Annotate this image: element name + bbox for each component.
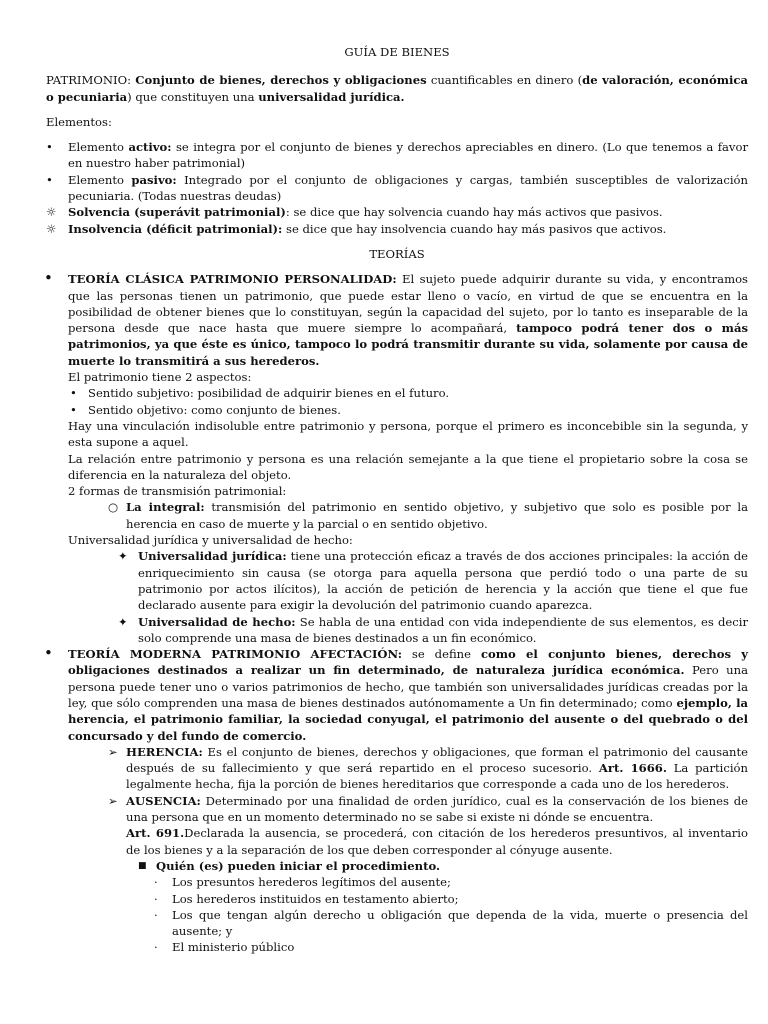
list-item: [106, 499, 748, 532]
teoria-moderna: [46, 646, 748, 956]
bullet-icon: •: [46, 140, 53, 155]
teoria-clasica-bold: tampoco podrá tener dos o más patrimonios, ya que éste es único, tampoco lo podrá transmitir durante su vida, solamente por causa de muerte lo transmitirá a sus herederos.: [68, 321, 748, 368]
list-item: [68, 402, 748, 418]
list-item: [46, 139, 748, 172]
patrimonio-definition: [46, 72, 748, 105]
ausencia-item: [106, 793, 748, 858]
list-item: [152, 939, 748, 955]
item-term: activo:: [128, 140, 172, 155]
document-title: GUÍA DE BIENES: [344, 45, 450, 59]
item-text: Determinado por una finalidad de orden jurídico, cual es la conservación de los bienes de una persona que en un momento determinado no se sabe si existe ni dónde se encuentra.: [126, 793, 748, 825]
teorias-heading: TEORÍAS: [369, 246, 425, 261]
universalidad-list: [116, 548, 748, 646]
moderna-list: [106, 744, 748, 858]
teoria-clasica-title: TEORÍA CLÁSICA PATRIMONIO PERSONALIDAD:: [68, 272, 397, 287]
quien-list: [136, 858, 748, 874]
item-term: pasivo:: [131, 172, 177, 187]
teoria-clasica-text: El sujeto puede adquirir durante su vida, y encontramos que las personas tienen un patrimonio, que puede estar lleno o vacío, en virtud de que se encuentra en la posibilidad de obtener bienes que lo constituyan, según la capacidad del sujeto, por lo tanto es inseparable de la persona desde que nace hasta que muere siempre lo acompañará,: [68, 272, 748, 336]
patrimonio-text-2: cuantificables en dinero (: [426, 73, 583, 88]
item-text: Integrado por el conjunto de obligaciones y cargas, también susceptibles de valorización pecuniaria. (Todas nuestras deudas): [68, 172, 748, 204]
item-text: El ministerio público: [172, 940, 295, 955]
teoria-moderna-intro: [68, 646, 748, 744]
diamond-icon: ✦: [118, 614, 128, 629]
list-item: [152, 874, 748, 890]
item-term: Solvencia (superávit patrimonial): [68, 205, 286, 220]
item-text: transmisión del patrimonio en sentido objetivo, y subjetivo que solo es posible por la herencia en caso de muerte y la parcial o en sentido objetivo.: [126, 500, 748, 531]
dot-icon: ·: [154, 907, 158, 922]
item-text: tiene una protección eficaz a través de dos acciones principales: la acción de enriquecimiento sin causa (se otorga para aquella persona que perdió todo o una parte de su patrimonio por actos ilícitos), la acción de petición de herencia y la acción que tiene el que fue declarado ausente para exigir la devolución del patrimonio cuando aparezca.: [138, 549, 748, 613]
list-item: [152, 907, 748, 940]
teorias-list: [46, 271, 748, 955]
item-text: Es el conjunto de bienes, derechos y obligaciones, que forman el patrimonio del causante después de su fallecimiento y que será repartido en el proceso sucesorio.: [126, 744, 748, 776]
item-text: Los presuntos herederos legítimos del ausente;: [172, 875, 451, 890]
patrimonio-bold-1: Conjunto de bienes, derechos y obligaciones: [135, 73, 427, 88]
herencia-item: [106, 744, 748, 793]
item-term: Insolvencia (déficit patrimonial):: [68, 221, 283, 236]
dot-icon: ·: [154, 940, 158, 955]
item-text: se integra por el conjunto de bienes y derechos apreciables en dinero. (Lo que tenemos a favor en nuestro haber patrimonial): [68, 140, 748, 171]
aspectos-list: [68, 385, 748, 418]
article-ref: Art. 1666.: [598, 761, 667, 776]
formas-label: 2 formas de transmisión patrimonial:: [68, 484, 287, 499]
bullet-icon: •: [70, 386, 77, 401]
diamond-icon: ✦: [118, 549, 128, 564]
quien-sublist: [152, 874, 748, 955]
item-term: AUSENCIA:: [126, 793, 201, 808]
elementos-label: Elementos:: [46, 114, 112, 129]
universalidad-label: Universalidad jurídica y universalidad de hecho:: [68, 533, 353, 548]
relacion-paragraph: La relación entre patrimonio y persona es una relación semejante a la que tiene el propietario sobre la cosa se diferencia en la naturaleza del objeto.: [68, 451, 748, 482]
item-term: Quién (es) pueden iniciar el procedimiento.: [156, 858, 441, 873]
art-691-paragraph: [126, 825, 748, 858]
item-term: La integral:: [126, 500, 205, 515]
list-item: [116, 614, 748, 647]
list-item: [46, 204, 748, 220]
list-item: [46, 221, 748, 237]
sun-icon: ☼: [46, 221, 57, 236]
patrimonio-text-3: ) que constituyen una: [127, 89, 259, 104]
article-ref: Art. 691.: [126, 826, 185, 841]
patrimonio-bold-3: universalidad jurídica.: [258, 89, 405, 104]
teoria-moderna-title: TEORÍA MODERNA PATRIMONIO AFECTACIÓN:: [68, 647, 402, 662]
item-text: Los herederos instituidos en testamento abierto;: [172, 891, 459, 906]
item-text: Sentido objetivo: como conjunto de bienes.: [88, 402, 341, 417]
bullet-icon: •: [44, 269, 53, 288]
item-text: se dice que hay insolvencia cuando hay más pasivos que activos.: [282, 221, 667, 236]
item-text: : se dice que hay solvencia cuando hay más activos que pasivos.: [285, 205, 663, 220]
item-term: HERENCIA:: [126, 744, 203, 759]
item-text: Los que tengan algún derecho u obligación que dependa de la vida, muerte o presencia del ausente; y: [172, 907, 748, 939]
arrow-icon: ➢: [108, 744, 118, 759]
vinculacion-paragraph: Hay una vinculación indisoluble entre patrimonio y persona, porque el primero es inconcebible sin la segunda, y esta supone a aquel.: [68, 418, 748, 450]
item-prefix: Elemento: [68, 172, 132, 187]
item-text: Sentido subjetivo: posibilidad de adquirir bienes en el futuro.: [88, 386, 450, 401]
sun-icon: ☼: [46, 205, 57, 220]
dot-icon: ·: [154, 891, 158, 906]
dot-icon: ·: [154, 875, 158, 890]
teoria-clasica-intro: [68, 271, 748, 369]
list-item: [46, 172, 748, 205]
patrimonio-term: PATRIMONIO:: [46, 73, 136, 88]
item-term: Universalidad de hecho:: [138, 614, 296, 629]
bullet-icon: •: [44, 644, 53, 663]
teoria-moderna-bold-3: ejemplo, la herencia, el patrimonio familiar, la sociedad conyugal, el patrimonio del ausente o del quebrado o del concursado y del fundo de comercio.: [68, 695, 749, 743]
bullet-icon: •: [46, 172, 53, 187]
item-text: La partición legalmente hecha, fija la porción de bienes hereditarios que corresponde a cada uno de los herederos.: [126, 761, 749, 792]
teoria-moderna-text-2: Pero una persona puede tener uno o varios patrimonios de hecho, que también son universalidades jurídicas creadas por la ley, que sólo comprenden una masa de bienes destinados autónomamente a Un fin determinado; como: [68, 663, 748, 710]
list-item: [116, 548, 748, 613]
square-icon: ■: [138, 860, 147, 871]
quien-item: [136, 858, 748, 874]
teoria-clasica: [46, 271, 748, 646]
list-item: [68, 385, 748, 401]
item-prefix: Elemento: [68, 140, 129, 155]
item-term: Universalidad jurídica:: [138, 549, 287, 564]
teoria-moderna-bold-2: como el conjunto bienes, derechos y obligaciones destinados a realizar un fin determinado, de naturaleza jurídica económica.: [68, 647, 748, 678]
item-text: Declarada la ausencia, se procederá, con citación de los herederos presuntivos, al inventario de los bienes y a la separación de los que deben corresponder al cónyuge ausente.: [126, 826, 748, 857]
circle-icon: ○: [108, 500, 119, 515]
elementos-list: [46, 139, 748, 237]
patrimonio-bold-2: de valoración, económica o pecuniaria: [46, 73, 748, 104]
aspectos-label: El patrimonio tiene 2 aspectos:: [68, 370, 252, 385]
teoria-moderna-text-1: se define: [401, 647, 481, 662]
formas-list: [106, 499, 748, 532]
arrow-icon: ➢: [108, 793, 118, 808]
list-item: [152, 891, 748, 907]
item-text: Se habla de una entidad con vida independiente de sus elementos, es decir solo comprende una masa de bienes destinados a un fin económico.: [138, 614, 748, 645]
bullet-icon: •: [70, 402, 77, 417]
